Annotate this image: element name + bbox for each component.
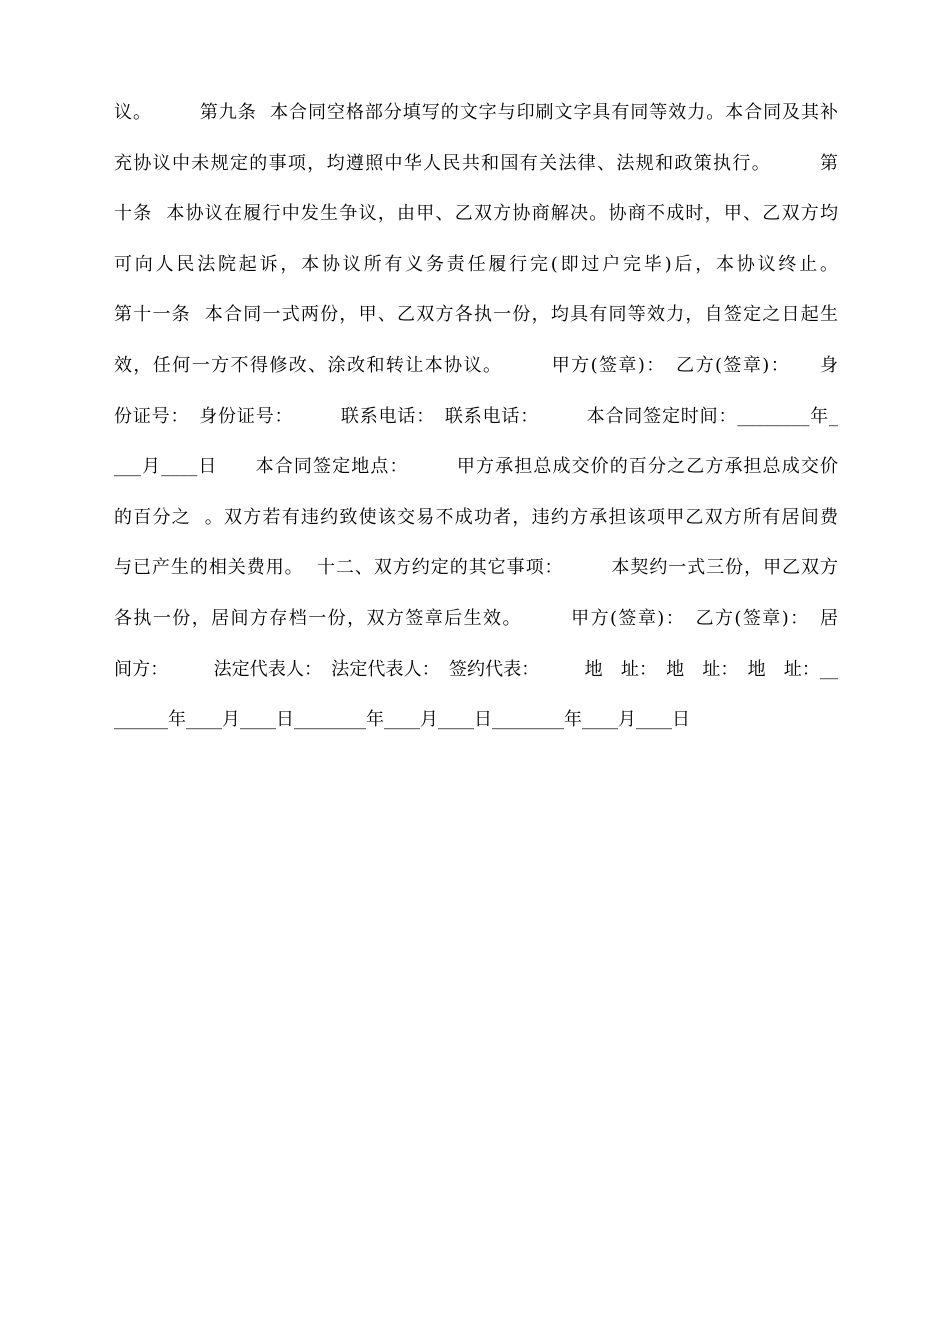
text-line: 可向人民法院起诉，本协议所有义务责任履行完(即过户完毕)后，本协议终止。 (114, 253, 838, 275)
text-line: 份证号： 身份证号： 联系电话： 联系电话： 本合同签定时间：________年_ (114, 405, 838, 427)
text-line: 充协议中未规定的事项，均遵照中华人民共和国有关法律、法规和政策执行。 第 (114, 152, 838, 174)
text-line: 十条 本协议在履行中发生争议，由甲、乙双方协商解决。协商不成时，甲、乙双方均 (114, 203, 838, 225)
text-line: 议。 第九条 本合同空格部分填写的文字与印刷文字具有同等效力。本合同及其补 (114, 102, 838, 123)
text-line: ___月____日 本合同签定地点： 甲方承担总成交价的百分之乙方承担总成交价 (114, 456, 838, 478)
text-line: 效，任何一方不得修改、涂改和转让本协议。 甲方(签章)： 乙方(签章)： 身 (114, 354, 838, 376)
text-line: 第十一条 本合同一式两份，甲、乙双方各执一份，均具有同等效力，自签定之日起生 (114, 304, 838, 326)
text-line: 与已产生的相关费用。 十二、双方约定的其它事项： 本契约一式三份，甲乙双方 (114, 557, 838, 579)
contract-body-text (114, 92, 838, 750)
text-line: 间方： 法定代表人： 法定代表人： 签约代表： 地 址： 地 址： 地 址：__ (114, 658, 838, 680)
text-line: 的百分之 。双方若有违约致使该交易不成功者，违约方承担该项甲乙双方所有居间费 (114, 506, 838, 528)
text-line: 各执一份，居间方存档一份，双方签章后生效。 甲方(签章)： 乙方(签章)： 居 (114, 607, 838, 629)
date-blanks-line: ______年____月____日________年____月____日________年____月____日 (114, 709, 690, 731)
